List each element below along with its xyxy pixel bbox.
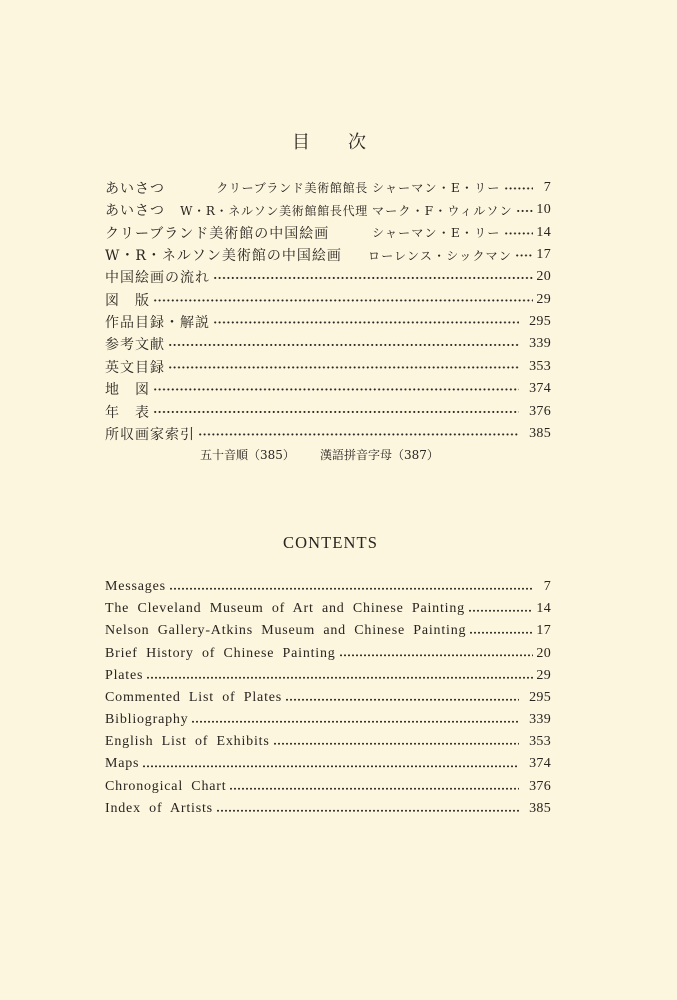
toc-entry-chronological-chart <box>105 400 551 422</box>
author-name: シャーマン・E・リー <box>372 181 501 196</box>
dot-leader <box>168 356 519 378</box>
author-name: マーク・F・ウィルソン <box>372 203 513 218</box>
contents-entry-messages <box>105 576 551 598</box>
page-number: 14 <box>536 224 551 240</box>
dot-leader <box>504 177 533 199</box>
contents-entry-english-list <box>105 731 551 753</box>
index-subentry-gojuon: 五十音順（385） <box>200 448 295 462</box>
page-number: 374 <box>529 756 551 772</box>
page-number: 17 <box>536 623 551 639</box>
toc-entry-bibliography <box>105 333 551 355</box>
page-number: 353 <box>529 734 551 750</box>
entry-title: 英文目録 <box>105 359 165 376</box>
page-number: 29 <box>536 667 551 683</box>
page-number: 7 <box>543 179 551 195</box>
page-number: 385 <box>529 800 551 816</box>
page-number: 385 <box>529 425 551 441</box>
dot-leader <box>273 731 520 753</box>
page-number: 374 <box>529 381 551 397</box>
dot-leader <box>198 423 519 445</box>
dot-leader <box>504 222 533 244</box>
japanese-toc <box>105 177 551 445</box>
entry-title: English List of Exhibits <box>105 734 270 750</box>
dot-leader <box>229 776 519 798</box>
page-title-japanese: 目 次 <box>292 132 376 153</box>
dot-leader <box>216 798 519 820</box>
entry-title: 図 版 <box>105 292 150 309</box>
page-number: 339 <box>529 712 551 728</box>
dot-leader <box>169 576 533 598</box>
dot-leader <box>142 753 519 775</box>
page-number: 339 <box>529 336 551 352</box>
dot-leader <box>469 620 533 642</box>
entry-title: Maps <box>105 756 140 772</box>
contents-entry-plates <box>105 665 551 687</box>
toc-entry-history-of-chinese-painting <box>105 266 551 288</box>
entry-title: 所収画家索引 <box>105 426 195 443</box>
toc-entry-cleveland-chinese-painting <box>105 222 551 244</box>
dot-leader <box>146 665 533 687</box>
entry-title: Index of Artists <box>105 800 213 816</box>
contents-entry-bibliography <box>105 709 551 731</box>
entry-title: Messages <box>105 578 166 594</box>
entry-title: Commented List of Plates <box>105 689 283 705</box>
entry-title: クリーブランド美術館の中国絵画 <box>105 225 330 242</box>
english-toc <box>105 576 551 820</box>
entry-title: Plates <box>105 667 144 683</box>
entry-left-block <box>105 200 372 220</box>
page-number: 295 <box>529 689 551 705</box>
page-number: 295 <box>529 314 551 330</box>
page-number: 17 <box>536 247 551 263</box>
page-number: 353 <box>529 358 551 374</box>
author-name: シャーマン・E・リー <box>372 226 501 241</box>
entry-title: W・R・ネルソン美術館の中国絵画 <box>105 248 342 265</box>
entry-title: Nelson Gallery-Atkins Museum and Chinese Painting <box>105 623 467 639</box>
entry-title: Chronogical Chart <box>105 778 227 794</box>
entry-title: 地 図 <box>105 382 150 399</box>
contents-entry-chronological-chart <box>105 776 551 798</box>
page-number: 7 <box>543 578 551 594</box>
dot-leader <box>515 244 533 266</box>
entry-title: あいさつ <box>105 180 165 197</box>
author-position: クリーブランド美術館館長 <box>216 181 368 196</box>
author-name: ローレンス・シックマン <box>368 248 513 263</box>
dot-leader <box>153 400 519 422</box>
entry-left-block <box>105 245 372 265</box>
contents-heading: CONTENTS <box>283 533 378 552</box>
dot-leader <box>516 199 533 221</box>
entry-title: Bibliography <box>105 712 189 728</box>
toc-entry-greeting-cleveland-director <box>105 177 551 199</box>
contents-entry-cleveland-chinese-painting <box>105 598 551 620</box>
page-number: 376 <box>529 403 551 419</box>
page-number: 20 <box>536 269 551 285</box>
entry-title: The Cleveland Museum of Art and Chinese Painting <box>105 601 465 617</box>
dot-leader <box>213 266 533 288</box>
dot-leader <box>285 687 519 709</box>
contents-entry-index-of-artists <box>105 798 551 820</box>
contents-entry-maps <box>105 753 551 775</box>
dot-leader <box>168 333 519 355</box>
toc-entry-plates <box>105 289 551 311</box>
dot-leader <box>191 709 519 731</box>
entry-title: Brief History of Chinese Painting <box>105 645 336 661</box>
page-number: 376 <box>529 778 551 794</box>
toc-entry-maps <box>105 378 551 400</box>
toc-entry-commented-list <box>105 311 551 333</box>
author-position: W・R・ネルソン美術館館長代理 <box>180 203 368 218</box>
entry-title: 参考文献 <box>105 337 165 354</box>
dot-leader <box>213 311 519 333</box>
dot-leader <box>153 378 519 400</box>
toc-entry-nelson-chinese-painting <box>105 244 551 266</box>
contents-entry-brief-history <box>105 642 551 664</box>
dot-leader <box>468 598 533 620</box>
page-number: 29 <box>536 291 551 307</box>
entry-title: 年 表 <box>105 404 150 421</box>
index-subentry-pinyin: 漢語拼音字母（387） <box>320 448 439 462</box>
entry-left-block <box>105 223 372 243</box>
entry-title: あいさつ <box>105 203 165 220</box>
page-number: 10 <box>536 202 551 218</box>
toc-entry-english-list <box>105 356 551 378</box>
contents-entry-commented-list <box>105 687 551 709</box>
entry-title: 中国絵画の流れ <box>105 270 210 287</box>
dot-leader <box>339 642 533 664</box>
entry-left-block <box>105 178 372 198</box>
contents-entry-nelson-chinese-painting <box>105 620 551 642</box>
dot-leader <box>153 289 533 311</box>
entry-title: 作品目録・解説 <box>105 315 210 332</box>
page-number: 20 <box>536 645 551 661</box>
toc-entry-index-of-artists <box>105 423 551 445</box>
page-number: 14 <box>536 601 551 617</box>
toc-entry-greeting-nelson-acting-director <box>105 199 551 221</box>
